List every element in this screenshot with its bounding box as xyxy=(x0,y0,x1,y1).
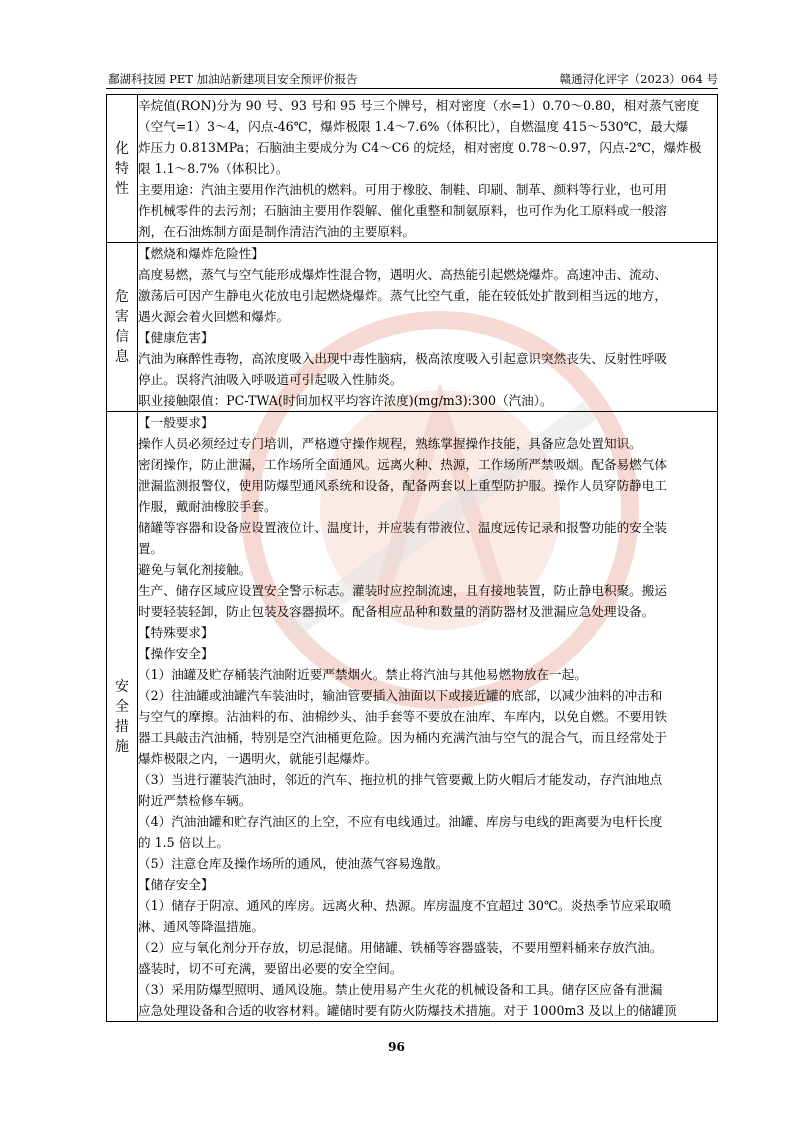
text-line: 生产、储存区域应设置安全警示标志。灌装时应控制流速，且有接地装置，防止静电积聚。搬运 xyxy=(138,583,667,598)
section-label: 安全措施 xyxy=(115,678,129,755)
report-number: 赣通浔化评字（2023）064 号 xyxy=(559,72,718,86)
text-line: 时要轻装轻卸，防止包装及容器损坏。配备相应品种和数量的消防器材及泄漏应急处理设备。 xyxy=(138,604,655,619)
text-line: 盛装时，切不可充满，要留出必要的安全空间。 xyxy=(138,961,403,976)
text-line: 剂，在石油炼制方面是制作清洁汽油的主要原料。 xyxy=(138,224,416,239)
page-number: 96 xyxy=(388,1040,405,1054)
text-line: 储罐等容器和设备应设置液位计、温度计，并应装有带液位、温度远传记录和报警功能的安全装 xyxy=(138,520,667,535)
text-line: 泄漏监测报警仪，使用防爆型通风系统和设备，配备两套以上重型防护服。操作人员穿防静电工 xyxy=(138,478,667,493)
text-line: 应急处理设备和合适的收容材料。罐储时要有防火防爆技术措施。对于 1000m3 及以上的储罐顶 xyxy=(138,1003,677,1018)
section-row xyxy=(107,95,718,243)
text-line: 激荡后可因产生静电火花放电引起燃烧爆炸。蒸气比空气重，能在较低处扩散到相当远的地方， xyxy=(138,288,667,303)
text-line: 爆炸极限之内，一遇明火，就能引起爆炸。 xyxy=(138,751,378,766)
text-line: 遇火源会着火回燃和爆炸。 xyxy=(138,309,290,324)
text-line: （4）汽油油罐和贮存汽油区的上空，不应有电线通过。油罐、库房与电线的距离要为电杆长度 xyxy=(138,814,663,829)
section-label-cell xyxy=(107,95,138,243)
text-line: 辛烷值(RON)分为 90 号、93 号和 95 号三个牌号，相对密度（水=1）0.70～0.80，相对蒸气密度 xyxy=(138,98,700,113)
text-line: 【健康危害】 xyxy=(138,330,214,345)
text-line: （2）应与氧化剂分开存放，切忌混储。用储罐、铁桶等容器盛装，不要用塑料桶来存放汽油。 xyxy=(138,940,663,955)
text-line: 【一般要求】 xyxy=(138,415,214,430)
text-line: 【操作安全】 xyxy=(138,646,214,661)
section-content-cell xyxy=(138,412,718,1022)
section-label-cell xyxy=(107,243,138,412)
hazard-info-table xyxy=(106,94,718,1022)
text-line: （3）当进行灌装汽油时，邻近的汽车、拖拉机的排气管要戴上防火帽后才能发动，存汽油地点 xyxy=(138,772,663,787)
text-line: 停止。误将汽油吸入呼吸道可引起吸入性肺炎。 xyxy=(138,372,403,387)
text-line: 职业接触限值：PC-TWA(时间加权平均容许浓度)(mg/m3):300（汽油）。 xyxy=(138,393,553,408)
text-line: （3）采用防爆型照明、通风设施。禁止使用易产生火花的机械设备和工具。储存区应备有泄漏 xyxy=(138,982,663,997)
text-line: （空气=1）3～4，闪点-46℃，爆炸极限 1.4～7.6%（体积比），自燃温度 415～530℃，最大爆 xyxy=(138,119,689,134)
section-label-cell xyxy=(107,412,138,1022)
text-line: 附近严禁检修车辆。 xyxy=(138,793,252,808)
section-content-cell xyxy=(138,243,718,412)
text-line: 密闭操作，防止泄漏，工作场所全面通风。远离火种、热源，工作场所严禁吸烟。配备易燃气体 xyxy=(138,457,667,472)
text-line: 操作人员必须经过专门培训，严格遵守操作规程，熟练掌握操作技能，具备应急处置知识。 xyxy=(138,436,642,451)
text-line: 器工具敲击汽油桶，特别是空汽油桶更危险。因为桶内充满汽油与空气的混合气，而且经常处于 xyxy=(138,730,667,745)
text-line: 作服，戴耐油橡胶手套。 xyxy=(138,499,277,514)
section-label: 危害信息 xyxy=(115,289,129,365)
section-row xyxy=(107,243,718,412)
text-line: 避免与氧化剂接触。 xyxy=(138,562,252,577)
section-row xyxy=(107,412,718,1022)
text-line: 与空气的摩擦。沾油料的布、油棉纱头、油手套等不要放在油库、车库内，以免自燃。不要用铁 xyxy=(138,709,667,724)
text-line: （2）往油罐或油罐汽车装油时，输油管要插入油面以下或接近罐的底部，以减少油料的冲击和 xyxy=(138,688,663,703)
text-line: 【特殊要求】 xyxy=(138,625,214,640)
text-line: （1）油罐及贮存桶装汽油附近要严禁烟火。禁止将汽油与其他易燃物放在一起。 xyxy=(138,667,587,682)
page-header xyxy=(106,71,718,87)
section-label: 化特性 xyxy=(115,140,129,197)
text-line: （5）注意仓库及操作场所的通风，使油蒸气容易逸散。 xyxy=(138,856,449,871)
text-line: （1）储存于阴凉、通风的库房。远离火种、热源。库房温度不宜超过 30℃。炎热季节应采取喷 xyxy=(138,898,672,913)
text-line: 炸压力 0.813MPa；石脑油主要成分为 C4～C6 的烷烃，相对密度 0.78～0.97，闪点-2℃，爆炸极 xyxy=(138,140,702,155)
text-line: 置。 xyxy=(138,541,164,556)
section-content-cell xyxy=(138,95,718,243)
text-line: 限 1.1～8.7%（体积比）。 xyxy=(138,161,289,176)
text-line: 高度易燃，蒸气与空气能形成爆炸性混合物，遇明火、高热能引起燃烧爆炸。高速冲击、流动、 xyxy=(138,267,667,282)
text-line: 【燃烧和爆炸危险性】 xyxy=(138,246,264,261)
text-line: 汽油为麻醉性毒物，高浓度吸入出现中毒性脑病，极高浓度吸入引起意识突然丧失、反射性呼吸 xyxy=(138,351,667,366)
text-line: 作机械零件的去污剂；石脑油主要用作裂解、催化重整和制氨原料，也可作为化工原料或一般溶 xyxy=(138,203,667,218)
text-line: 【储存安全】 xyxy=(138,877,214,892)
text-line: 的 1.5 倍以上。 xyxy=(138,835,230,850)
report-title: 鄱湖科技园 PET 加油站新建项目安全预评价报告 xyxy=(108,72,358,86)
header-rule xyxy=(106,88,718,89)
text-line: 淋、通风等降温措施。 xyxy=(138,919,264,934)
text-line: 主要用途：汽油主要用作汽油机的燃料。可用于橡胶、制鞋、印刷、制革、颜料等行业，也可用 xyxy=(138,182,667,197)
